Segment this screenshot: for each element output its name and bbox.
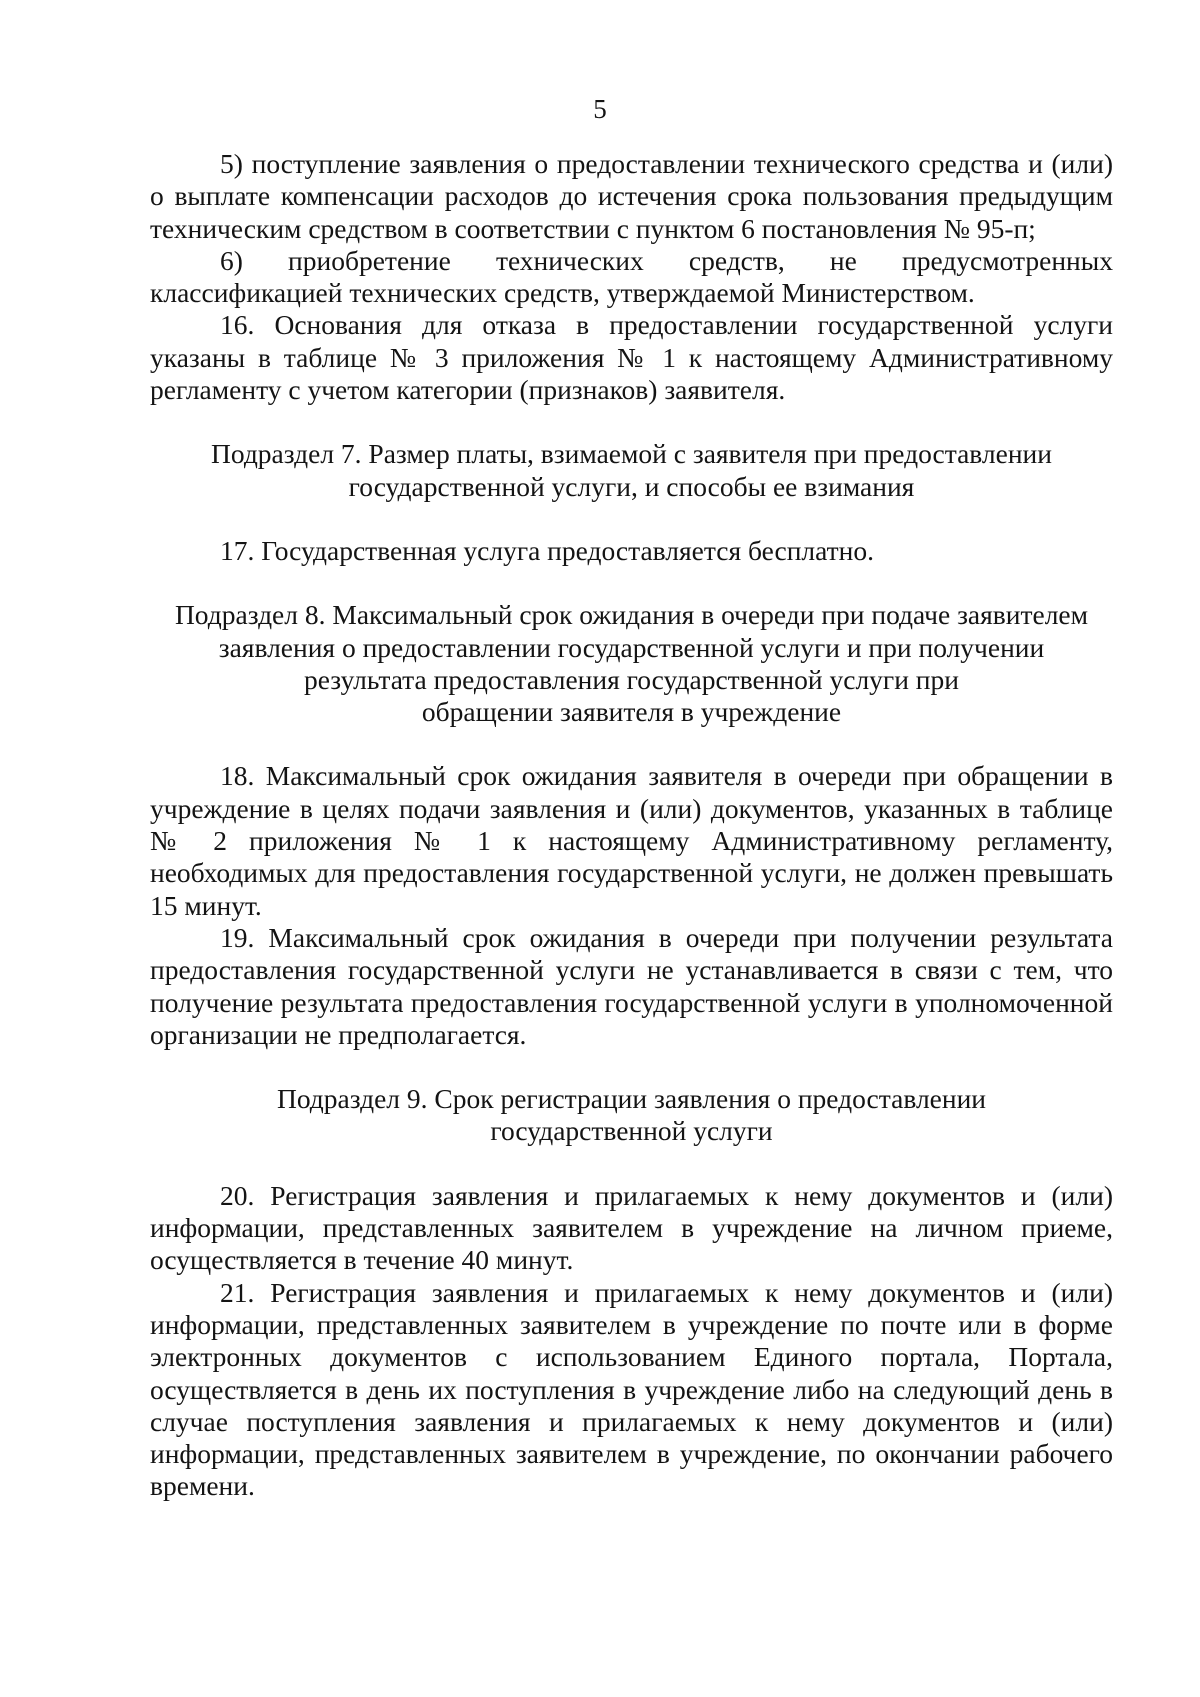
heading-line: Подраздел 9. Срок регистрации заявления о предоставлении <box>276 1083 987 1115</box>
paragraph-item-6: 6) приобретение технических средств, не предусмотренных классификацией технических средств, утверждаемой Министерством. <box>150 244 1113 309</box>
paragraph-16: 16. Основания для отказа в предоставлении государственной услуги указаны в таблице № 3 приложения № 1 к настоящему Административному регламенту с учетом категории (признаков) заявителя. <box>150 309 1113 406</box>
page-number: 5 <box>593 94 607 124</box>
spacer <box>150 1148 1113 1180</box>
spacer <box>150 503 1113 535</box>
heading-line: обращении заявителя в учреждение <box>421 696 842 728</box>
spacer <box>150 1051 1113 1083</box>
paragraph-21: 21. Регистрация заявления и прилагаемых к нему документов и (или) информации, представленных заявителем в учреждение по почте или в форме электронных документов с использованием Единого портала, Портала, осуществляется в день их поступления в учреждение либо на следующий день в случае поступления заявления и прилагаемых к нему документов и (или) информации, представленных заявителем в учреждение, по окончании рабочего времени. <box>150 1276 1113 1502</box>
paragraph-18: 18. Максимальный срок ожидания заявителя в очереди при обращении в учреждение в целях подачи заявления и (или) документов, указанных в таблице № 2 приложения № 1 к настоящему Административному регламенту, необходимых для предоставления государственной услуги, не должен превышать 15 минут. <box>150 760 1113 921</box>
section-heading-8 <box>150 599 1113 728</box>
paragraph-20: 20. Регистрация заявления и прилагаемых к нему документов и (или) информации, представленных заявителем в учреждение на личном приеме, осуществляется в течение 40 минут. <box>150 1179 1113 1276</box>
heading-line: Подраздел 8. Максимальный срок ожидания в очереди при подаче заявителем <box>174 599 1089 631</box>
section-heading-7 <box>150 438 1113 503</box>
document-body <box>150 148 1113 1503</box>
spacer <box>150 728 1113 760</box>
paragraph-17: 17. Государственная услуга предоставляется бесплатно. <box>220 534 874 566</box>
heading-line: заявления о предоставлении государственной услуги и при получении <box>218 631 1045 663</box>
spacer <box>150 567 1113 599</box>
heading-line: Подраздел 7. Размер платы, взимаемой с заявителя при предоставлении <box>211 438 1052 470</box>
heading-line: государственной услуги, и способы ее взимания <box>348 470 915 502</box>
spacer <box>150 406 1113 438</box>
section-heading-9 <box>150 1083 1113 1148</box>
heading-line: результата предоставления государственной услуги при <box>304 663 959 695</box>
paragraph-19: 19. Максимальный срок ожидания в очереди при получении результата предоставления государственной услуги не устанавливается в связи с тем, что получение результата предоставления государственной услуги в уполномоченной организации не предполагается. <box>150 921 1113 1050</box>
heading-line: государственной услуги <box>490 1115 773 1147</box>
paragraph-item-5: 5) поступление заявления о предоставлении технического средства и (или) о выплате компенсации расходов до истечения срока пользования предыдущим техническим средством в соответствии с пунктом 6 постановления № 95-п; <box>150 148 1113 244</box>
